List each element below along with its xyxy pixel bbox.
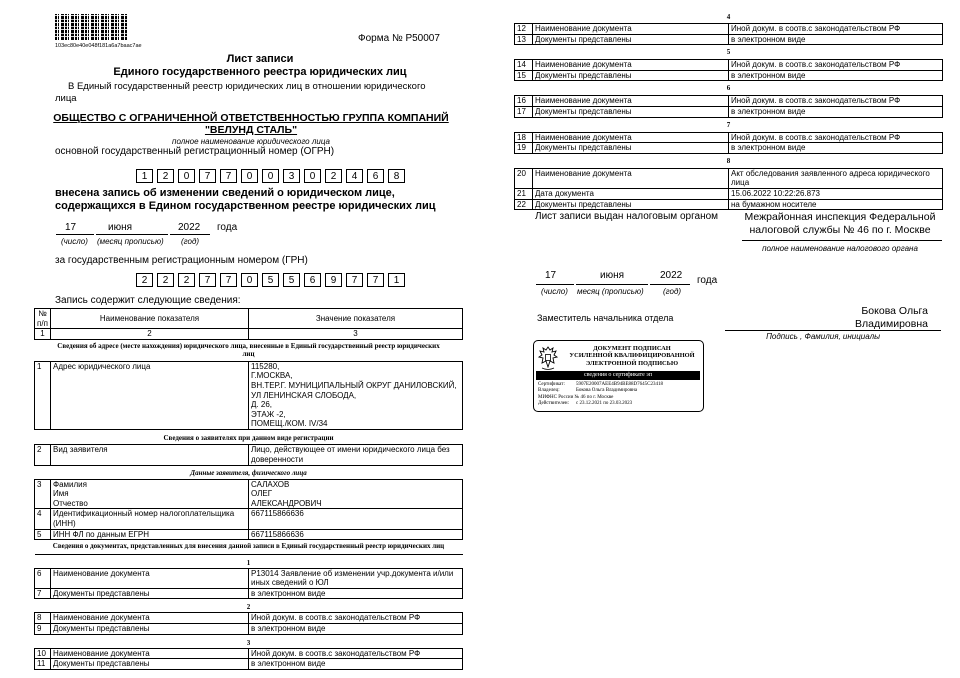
table-cell: 667115866636 [249,529,463,540]
table-row [515,143,943,154]
authority-caption: полное наименование налогового органа [762,244,918,253]
table-cell: 22 [515,199,533,210]
stamp-title [562,345,702,367]
table-cell: 3 [35,479,51,509]
grn-digit: 7 [199,273,216,287]
entry-year-suffix: года [217,222,238,233]
doc-group-number: 8 [515,153,943,168]
table-header-num: № п/п [35,309,51,329]
grn-digit: 7 [367,273,384,287]
table-header-value: Значение показателя [249,309,463,329]
table-cell: Лицо, действующее от имени юридического лица без доверенности [249,445,463,465]
stamp-title-line: УСИЛЕННОЙ КВАЛИФИЦИРОВАННОЙ [569,352,695,360]
doc-group-number: 7 [515,117,943,132]
records-table-continued [514,11,943,210]
company-caption: полное наименование юридического лица [172,137,330,146]
table-cell: в электронном виде [249,659,463,670]
table-cell: Наименование документа [533,24,729,35]
table-cell: Иной докум. в соотв.с законодательством РФ [729,24,943,35]
grn-digit: 0 [241,273,258,287]
ogrn-digit: 0 [178,169,195,183]
table-cell: Акт обследования заявленного адреса юридического лица [729,168,943,188]
table-cell: Документы представлены [533,34,729,45]
table-row [35,568,463,588]
table-cell: Наименование документа [51,613,249,624]
grn-digit: 6 [304,273,321,287]
issue-year-caption: (год) [663,287,682,296]
table-row [35,624,463,635]
grn-label: за государственным регистрационным номером (ГРН) [55,255,308,266]
table-row [35,445,463,465]
table-row [35,659,463,670]
table-cell: в электронном виде [249,624,463,635]
table-cell: Документы представлены [533,70,729,81]
issue-year: 2022 [660,270,683,281]
title-line2: Единого государственного реестра юридических лиц [113,66,407,78]
form-number: Форма № Р50007 [358,33,440,44]
table-row [35,529,463,540]
table-header-name: Наименование показателя [51,309,249,329]
stamp-cert-value: 5907E20007AEE4B94BE88D7645C23418 [576,382,663,387]
table-row [35,613,463,624]
ogrn-digit: 0 [241,169,258,183]
table-cell: 3 [249,329,463,340]
entry-month: июня [108,222,133,233]
doc-group-number: 3 [35,634,463,648]
barcode-text: 103ec80e40e048f181a6a7baac7ae [55,43,142,49]
table-cell: 2 [51,329,249,340]
table-row [35,479,463,509]
ogrn-label: основной государственный регистрационный номер (ОГРН) [55,146,335,157]
stamp-band: сведения о сертификате эп [536,371,700,380]
stamp-owner-value: Бокова Ольга Владимировна [576,388,638,394]
ogrn-digit: 4 [346,169,363,183]
table-cell: 19 [515,143,533,154]
table-cell: в электронном виде [249,588,463,599]
doc-group-number: 6 [515,81,943,96]
table-cell: 8 [35,613,51,624]
intro-line1: В Единый государственный реестр юридических лиц в отношении юридического [68,81,426,92]
table-cell: 21 [515,188,533,199]
table-row [515,188,943,199]
table-cell: Иной докум. в соотв.с законодательством РФ [249,613,463,624]
signer-name-line2: Владимировна [855,318,928,330]
table-cell: Иной докум. в соотв.с законодательством РФ [729,60,943,71]
stamp-owner-label: Владелец: [538,388,560,394]
doc-group-number: 5 [515,45,943,60]
table-row [515,168,943,188]
ogrn-digit: 1 [136,169,153,183]
company-line2: "ВЕЛУНД СТАЛЬ" [204,124,298,136]
table-cell: Наименование документа [533,96,729,107]
ogrn-digit: 2 [325,169,342,183]
grn-digit: 7 [220,273,237,287]
contains-label: Запись содержит следующие сведения: [55,295,241,306]
table-row [35,588,463,599]
table-cell: Наименование документа [533,132,729,143]
table-cell: 6 [35,568,51,588]
title-line1: Лист записи [226,53,294,65]
stamp-details [538,382,663,408]
table-cell: Р13014 Заявление об изменении учр.документа и/или иных сведений о ЮЛ [249,568,463,588]
entry-line1: внесена запись об изменении сведений о юридическом лице, [55,187,395,199]
grn-digit: 1 [388,273,405,287]
ogrn-digit: 2 [157,169,174,183]
table-cell: 10 [35,648,51,659]
table-row [35,509,463,529]
table-cell: 115280, Г.МОСКВА, ВН.ТЕР.Г. МУНИЦИПАЛЬНЫЙ ОКРУГ ДАНИЛОВСКИЙ, УЛ ЛЕНИНСКАЯ СЛОБОДА, Д. 26, ЭТАЖ -2, ПОМЕЩ./КОМ. IV/34 [249,361,463,429]
table-cell: 2 [35,445,51,465]
table-cell: 4 [35,509,51,529]
issue-month: июня [600,270,625,281]
section-applicants-heading: Сведения о заявителях при данном виде регистрации [35,429,463,445]
table-cell: Документы представлены [51,588,249,599]
table-row [515,70,943,81]
issue-day-caption: (число) [541,287,568,296]
stamp-issuer-value: МИФНС России № 46 по г. Москве [538,394,614,400]
table-cell: Адрес юридического лица [51,361,249,429]
ogrn-digit: 7 [199,169,216,183]
table-cell: в электронном виде [729,70,943,81]
day-caption: (число) [61,237,88,246]
grn-digits [136,273,409,287]
table-cell: Документы представлены [51,624,249,635]
table-cell: 12 [515,24,533,35]
company-line1: ОБЩЕСТВО С ОГРАНИЧЕННОЙ ОТВЕТСТВЕННОСТЬЮ ГРУППА КОМПАНИЙ [53,112,449,124]
table-cell: 667115866636 [249,509,463,529]
table-cell: Иной докум. в соотв.с законодательством РФ [729,132,943,143]
entry-day: 17 [65,222,77,233]
doc-group-number: 2 [35,599,463,613]
year-caption: (год) [181,237,200,246]
table-cell: 15 [515,70,533,81]
stamp-title-line: ДОКУМЕНТ ПОДПИСАН [593,345,671,352]
table-cell: Документы представлены [51,659,249,670]
coat-of-arms-icon [537,345,559,371]
ogrn-digits [136,169,409,183]
table-cell: Иной докум. в соотв.с законодательством РФ [729,96,943,107]
doc-group-number: 4 [515,11,943,24]
table-row [515,199,943,210]
table-cell: 14 [515,60,533,71]
signer-name-line1: Бокова Ольга [861,305,928,317]
grn-digit: 5 [262,273,279,287]
table-cell: 13 [515,34,533,45]
table-cell: 7 [35,588,51,599]
table-row [515,132,943,143]
stamp-valid-value: с 23.12.2021 по 23.03.2023 [576,401,633,407]
table-cell: Дата документа [533,188,729,199]
table-cell: Иной докум. в соотв.с законодательством РФ [249,648,463,659]
intro-line2: лица [55,93,77,104]
ogrn-digit: 7 [220,169,237,183]
ogrn-digit: 3 [283,169,300,183]
section-address-heading: Сведения об адресе (месте нахождения) юридического лица, внесенные в Единый государственный реестр юридических лиц [35,339,463,361]
issue-month-caption: месяц (прописью) [577,287,644,296]
table-row [515,34,943,45]
table-row [515,24,943,35]
authority-line2: налоговой службы № 46 по г. Москве [749,224,931,236]
barcode [55,14,127,40]
issued-label: Лист записи выдан налоговым органом [535,211,719,222]
stamp-title-line: ЭЛЕКТРОННОЙ ПОДПИСЬЮ [585,359,679,367]
grn-digit: 2 [178,273,195,287]
records-table [34,308,463,670]
table-cell: 20 [515,168,533,188]
issue-year-suffix: года [697,275,718,286]
authority-line1: Межрайонная инспекция Федеральной [744,211,936,223]
grn-digit: 5 [283,273,300,287]
ogrn-digit: 0 [262,169,279,183]
table-cell: Наименование документа [51,568,249,588]
table-cell: 5 [35,529,51,540]
stamp-valid-label: Действителен: [538,401,569,407]
section-docs-heading: Сведения о документах, представленных для внесения данной записи в Единый государственный реестр юридических лиц [35,540,463,555]
signer-position: Заместитель начальника отдела [537,313,674,323]
month-caption: (месяц прописью) [97,237,164,246]
table-row [35,648,463,659]
grn-digit: 2 [136,273,153,287]
table-cell: 16 [515,96,533,107]
issue-day: 17 [545,270,557,281]
grn-digit: 2 [157,273,174,287]
table-cell: 11 [35,659,51,670]
right-page [480,0,960,678]
entry-line2: содержащихся в Едином государственном реестре юридических лиц [55,200,436,212]
table-cell: 1 [35,329,51,340]
doc-group-number: 1 [35,554,463,568]
table-cell: на бумажном носителе [729,199,943,210]
signer-caption: Подпись , Фамилия, инициалы [766,332,880,341]
entry-year: 2022 [178,222,201,233]
table-cell: Вид заявителя [51,445,249,465]
stamp-cert-label: Сертификат: [538,382,565,387]
ogrn-digit: 8 [388,169,405,183]
table-header-row [35,309,463,329]
table-cell: в электронном виде [729,34,943,45]
table-cell: Идентификационный номер налогоплательщика (ИНН) [51,509,249,529]
table-cell: в электронном виде [729,106,943,117]
table-cell: 1 [35,361,51,429]
grn-digit: 7 [346,273,363,287]
table-row [35,361,463,429]
table-cell: САЛАХОВ ОЛЕГ АЛЕКСАНДРОВИЧ [249,479,463,509]
table-cell: 18 [515,132,533,143]
table-cell: Наименование документа [51,648,249,659]
table-cell: Документы представлены [533,106,729,117]
table-header-num-row [35,329,463,340]
table-cell: в электронном виде [729,143,943,154]
ogrn-digit: 6 [367,169,384,183]
table-cell: Наименование документа [533,60,729,71]
table-row [515,96,943,107]
e-signature-stamp [533,340,704,412]
table-row [515,106,943,117]
table-cell: Фамилия Имя Отчество [51,479,249,509]
table-cell: 17 [515,106,533,117]
table-cell: ИНН ФЛ по данным ЕГРН [51,529,249,540]
grn-digit: 9 [325,273,342,287]
table-cell: 15.06.2022 10:22:26.873 [729,188,943,199]
table-cell: 9 [35,624,51,635]
table-row [515,60,943,71]
subsection-applicant-heading: Данные заявителя, физического лица [35,465,463,479]
table-cell: Наименование документа [533,168,729,188]
ogrn-digit: 0 [304,169,321,183]
table-cell: Документы представлены [533,199,729,210]
table-cell: Документы представлены [533,143,729,154]
